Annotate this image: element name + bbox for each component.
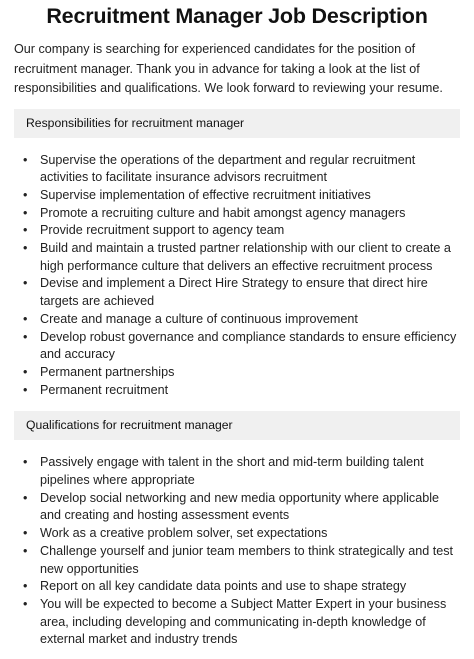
bullet-icon: • — [23, 152, 28, 167]
list-item-text: Build and maintain a trusted partner relationship with our client to create a high performance culture that delivers an effective recruitment process — [40, 241, 451, 273]
bullet-icon: • — [23, 187, 28, 202]
list-item — [14, 525, 460, 543]
list-item — [14, 152, 460, 187]
list-item — [14, 222, 460, 240]
bullet-icon: • — [23, 329, 28, 344]
list-item — [14, 311, 460, 329]
list-item-text: Passively engage with talent in the short and mid-term building talent pipelines where appropriate — [40, 455, 424, 488]
list-item-text: Challenge yourself and junior team members to think strategically and test new opportunities — [40, 543, 454, 576]
responsibilities-header: Responsibilities for recruitment manager — [14, 109, 460, 138]
bullet-icon: • — [23, 596, 28, 611]
list-item — [14, 275, 460, 310]
list-item — [14, 454, 460, 489]
bullet-icon: • — [23, 364, 28, 379]
list-item-text: Supervise implementation of effective recruitment initiatives — [40, 187, 371, 202]
bullet-icon: • — [23, 241, 28, 256]
list-item-text: Permanent partnerships — [40, 364, 175, 379]
list-item — [14, 240, 460, 275]
bullet-icon: • — [23, 526, 28, 541]
bullet-icon: • — [23, 276, 28, 291]
bullet-icon: • — [23, 205, 28, 220]
list-item — [14, 205, 460, 223]
list-item — [14, 596, 460, 649]
list-item-text: Create and manage a culture of continuous improvement — [40, 311, 358, 326]
bullet-icon: • — [23, 223, 28, 238]
bullet-icon: • — [23, 382, 28, 397]
intro-paragraph: Our company is searching for experienced candidates for the position of recruitment manager. Thank you in advance for taking a look at the list of responsibilities and qualifications. We look forward to reviewing your resume. — [14, 42, 443, 95]
list-item-text: Report on all key candidate data points and use to shape strategy — [40, 579, 407, 594]
list-item — [14, 187, 460, 205]
list-item — [14, 490, 460, 525]
qualifications-list — [14, 454, 460, 649]
list-item-text: Develop social networking and new media opportunity where applicable and creating and hosting assessment events — [40, 490, 440, 523]
page-title: Recruitment Manager Job Description — [46, 4, 428, 28]
list-item-text: Develop robust governance and compliance standards to ensure efficiency and accuracy — [40, 329, 457, 362]
responsibilities-list — [14, 152, 460, 400]
list-item-text: You will be expected to become a Subject Matter Expert in your business area, including developing and communicating in-depth knowledge of external market and industry trends — [40, 596, 447, 647]
list-item — [14, 364, 460, 382]
bullet-icon: • — [23, 543, 28, 558]
list-item-text: Promote a recruiting culture and habit amongst agency managers — [40, 205, 406, 220]
list-item-text: Provide recruitment support to agency team — [40, 223, 285, 238]
bullet-icon: • — [23, 490, 28, 505]
bullet-icon: • — [23, 455, 28, 470]
list-item-text: Supervise the operations of the department and regular recruitment activities to facilitate insurance advisors recruitment — [40, 152, 416, 185]
list-item-text: Devise and implement a Direct Hire Strategy to ensure that direct hire targets are achieved — [40, 276, 428, 309]
qualifications-header: Qualifications for recruitment manager — [14, 411, 460, 440]
list-item — [14, 543, 460, 578]
bullet-icon: • — [23, 579, 28, 594]
list-item-text: Permanent recruitment — [40, 382, 169, 397]
list-item — [14, 329, 460, 364]
list-item — [14, 382, 460, 400]
list-item-text: Work as a creative problem solver, set expectations — [40, 526, 328, 541]
bullet-icon: • — [23, 311, 28, 326]
list-item — [14, 578, 460, 596]
